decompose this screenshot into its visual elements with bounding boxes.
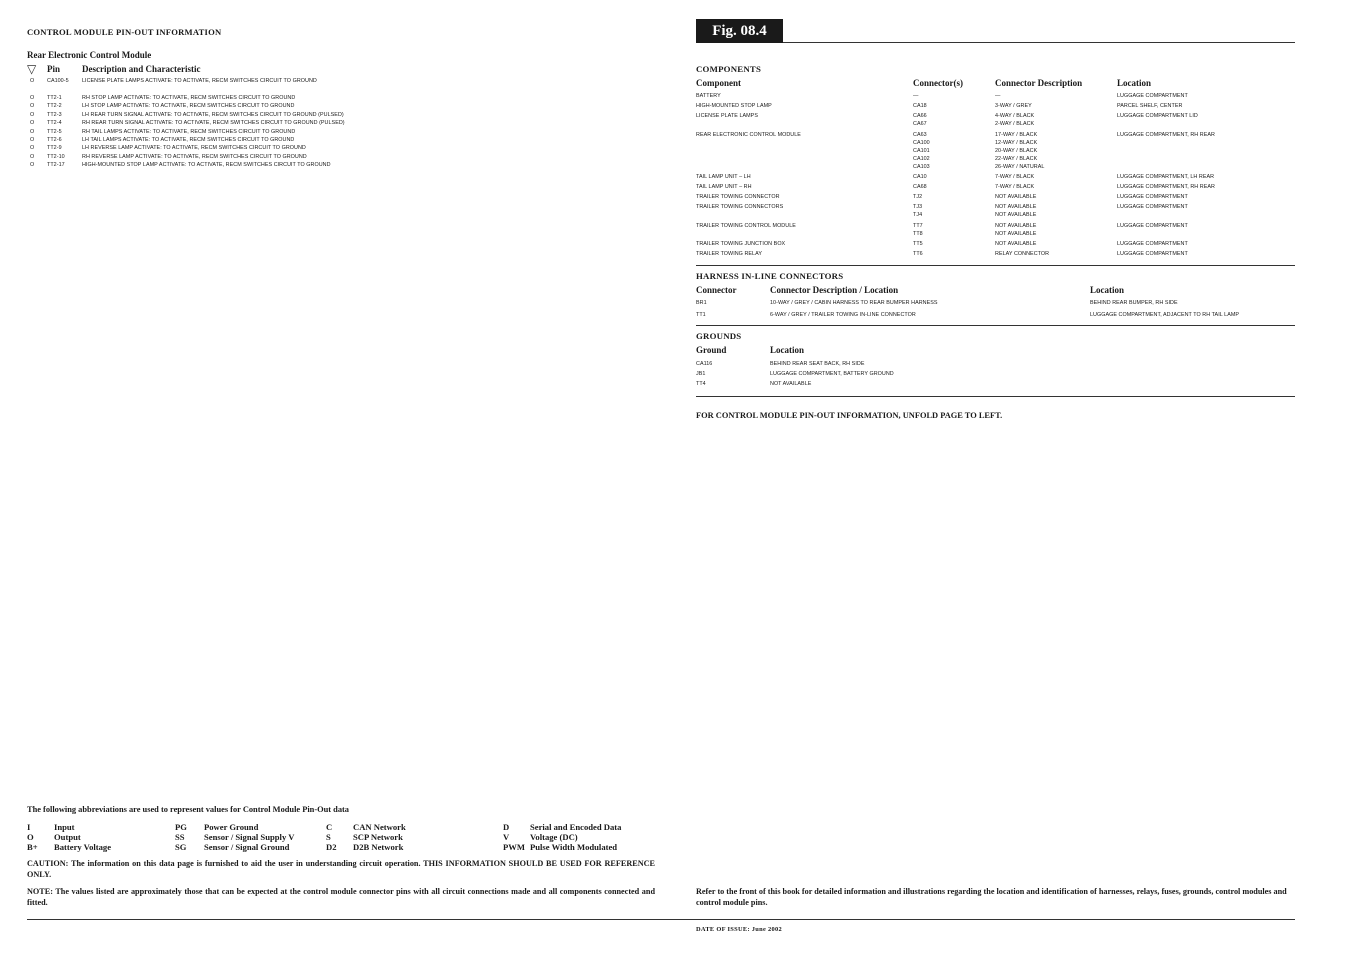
- component-location: LUGGAGE COMPARTMENT: [1117, 222, 1188, 229]
- pin-id: TT2-1: [47, 95, 62, 101]
- abbreviation-value: SCP Network: [353, 832, 403, 842]
- abbreviations-grid: [27, 822, 667, 852]
- component-location: LUGGAGE COMPARTMENT, RH REAR: [1117, 131, 1215, 138]
- abbreviation-key: PG: [175, 822, 187, 832]
- pin-description: HIGH-MOUNTED STOP LAMP ACTIVATE: TO ACTIVATE, RECM SWITCHES CIRCUIT TO GROUND: [82, 162, 331, 169]
- component-row: [696, 92, 1296, 102]
- module-title: Rear Electronic Control Module: [27, 50, 152, 60]
- component-row: [696, 250, 1296, 260]
- component-row: [696, 222, 1296, 240]
- component-connectors: TT7 TT8: [913, 222, 923, 237]
- pinout-row: [27, 161, 647, 169]
- component-description: NOT AVAILABLE NOT AVAILABLE: [995, 222, 1037, 237]
- component-description: 7-WAY / BLACK: [995, 183, 1035, 190]
- component-connectors: TT5: [913, 240, 923, 247]
- component-description: NOT AVAILABLE NOT AVAILABLE: [995, 204, 1037, 219]
- component-description: 17-WAY / BLACK 12-WAY / BLACK 20-WAY / BLACK 22-WAY / BLACK 26-WAY / NATURAL: [995, 131, 1045, 170]
- component-component: TRAILER TOWING CONNECTORS: [696, 204, 784, 211]
- component-connectors: CA10: [913, 173, 927, 180]
- caution-text: CAUTION: The information on this data page is furnished to aid the user in understanding circuit operation. THIS INFORMATION SHOULD BE USED FOR REFERENCE ONLY.: [27, 859, 655, 879]
- abbreviation-key: D: [503, 822, 510, 832]
- component-connectors: CA66 CA67: [913, 113, 927, 128]
- abbreviation-row: [27, 842, 667, 852]
- component-row: [696, 102, 1296, 112]
- component-description: 3-WAY / GREY: [995, 103, 1032, 110]
- harness-connector: BR1: [696, 300, 707, 306]
- harness-description-col-header: Connector Description / Location: [770, 285, 899, 295]
- components-table: [696, 92, 1296, 260]
- pin-description: LH REVERSE LAMP ACTIVATE: TO ACTIVATE, RECM SWITCHES CIRCUIT TO GROUND: [82, 145, 306, 152]
- pin-io: O: [30, 145, 35, 152]
- component-description: 7-WAY / BLACK: [995, 173, 1035, 180]
- pinout-row: [27, 94, 647, 102]
- pinout-row: [27, 144, 647, 152]
- ground-location: NOT AVAILABLE: [770, 381, 812, 387]
- abbreviation-value: Power Ground: [204, 822, 259, 832]
- component-row: [696, 183, 1296, 193]
- component-col-header: Component: [696, 78, 742, 88]
- figure-rule: [783, 42, 1295, 43]
- grounds-table: [696, 360, 1296, 390]
- pinout-row: [27, 111, 647, 119]
- component-component: TRAILER TOWING RELAY: [696, 250, 762, 257]
- abbreviation-value: Sensor / Signal Supply V: [204, 832, 295, 842]
- abbreviation-value: Serial and Encoded Data: [530, 822, 622, 832]
- grounds-header: [696, 345, 1296, 357]
- pin-description: LH TAIL LAMPS ACTIVATE: TO ACTIVATE, RECM SWITCHES CIRCUIT TO GROUND: [82, 136, 295, 143]
- component-component: TRAILER TOWING CONTROL MODULE: [696, 222, 796, 229]
- reference-note: Refer to the front of this book for detailed information and illustrations regarding the location and identification of harnesses, relays, fuses, grounds, control modules and control module pins.: [696, 887, 1287, 907]
- harness-table: [696, 299, 1296, 322]
- pin-description: RH STOP LAMP ACTIVATE: TO ACTIVATE, RECM SWITCHES CIRCUIT TO GROUND: [82, 95, 296, 101]
- component-connectors: TJ3 TJ4: [913, 204, 923, 219]
- section-divider: [696, 325, 1295, 326]
- figure-label: Fig. 08.4: [696, 19, 783, 43]
- bottom-divider: [27, 919, 1295, 920]
- pin-id: CA100-5: [47, 78, 69, 84]
- pin-description: LH STOP LAMP ACTIVATE: TO ACTIVATE, RECM SWITCHES CIRCUIT TO GROUND: [82, 103, 295, 110]
- component-description: NOT AVAILABLE: [995, 240, 1037, 247]
- component-location: LUGGAGE COMPARTMENT: [1117, 204, 1188, 211]
- section-divider: [696, 396, 1295, 397]
- harness-location: LUGGAGE COMPARTMENT, ADJACENT TO RH TAIL LAMP: [1090, 311, 1240, 318]
- pinout-header: [27, 64, 627, 76]
- ground-ground: JB1: [696, 371, 706, 377]
- pin-id: TT2-10: [47, 153, 65, 160]
- abbreviation-value: Voltage (DC): [530, 832, 578, 842]
- component-component: REAR ELECTRONIC CONTROL MODULE: [696, 131, 801, 138]
- harness-header: [696, 285, 1296, 297]
- component-location: LUGGAGE COMPARTMENT, RH REAR: [1117, 183, 1215, 190]
- pin-description: RH TAIL LAMPS ACTIVATE: TO ACTIVATE, RECM SWITCHES CIRCUIT TO GROUND: [82, 128, 296, 135]
- harness-location-col-header: Location: [1090, 285, 1125, 295]
- abbreviation-key: I: [27, 822, 31, 832]
- component-component: TRAILER TOWING JUNCTION BOX: [696, 240, 786, 247]
- pin-io: O: [30, 120, 35, 127]
- components-title: COMPONENTS: [696, 64, 762, 74]
- pin-id: TT2-4: [47, 120, 62, 127]
- abbreviation-key: O: [27, 832, 34, 842]
- connector-col-header: Connector: [696, 285, 737, 295]
- component-connectors: TT6: [913, 250, 923, 257]
- pin-id: TT2-3: [47, 111, 62, 118]
- abbreviations-title: The following abbreviations are used to represent values for Control Module Pin-Out data: [27, 805, 349, 814]
- component-component: HIGH-MOUNTED STOP LAMP: [696, 103, 772, 110]
- abbreviation-value: Input: [54, 822, 75, 832]
- abbreviation-key: SG: [175, 842, 187, 852]
- component-component: TAIL LAMP UNIT – LH: [696, 173, 751, 180]
- component-connectors: —: [913, 93, 919, 99]
- pin-io: O: [30, 153, 35, 160]
- harness-title: HARNESS IN-LINE CONNECTORS: [696, 271, 844, 281]
- pinout-row: [27, 136, 647, 144]
- abbreviation-key: V: [503, 832, 510, 842]
- component-row: [696, 131, 1296, 173]
- pin-id: TT2-17: [47, 162, 65, 169]
- component-location: LUGGAGE COMPARTMENT LID: [1117, 113, 1198, 120]
- abbreviation-key: C: [326, 822, 333, 832]
- abbreviation-value: D2B Network: [353, 842, 404, 852]
- abbreviation-value: Output: [54, 832, 81, 842]
- component-row: [696, 112, 1296, 130]
- component-location: LUGGAGE COMPARTMENT: [1117, 93, 1188, 99]
- harness-description: 10-WAY / GREY / CABIN HARNESS TO REAR BUMPER HARNESS: [770, 300, 938, 306]
- pin-io: O: [30, 128, 35, 135]
- ground-location: BEHIND REAR SEAT BACK, RH SIDE: [770, 361, 865, 367]
- abbreviation-key: D2: [326, 842, 337, 852]
- pin-io: O: [30, 162, 35, 169]
- pin-id: TT2-2: [47, 103, 62, 110]
- abbreviation-key: S: [326, 832, 331, 842]
- harness-row: [696, 311, 1296, 323]
- component-connectors: TJ2: [913, 194, 923, 201]
- unfold-note: FOR CONTROL MODULE PIN-OUT INFORMATION, UNFOLD PAGE TO LEFT.: [696, 411, 1003, 420]
- harness-location: BEHIND REAR BUMPER, RH SIDE: [1090, 300, 1178, 306]
- pinout-title: CONTROL MODULE PIN-OUT INFORMATION: [27, 27, 222, 37]
- component-description: RELAY CONNECTOR: [995, 250, 1050, 257]
- component-row: [696, 193, 1296, 203]
- component-row: [696, 203, 1296, 221]
- section-divider: [696, 265, 1295, 266]
- component-description: 4-WAY / BLACK 2-WAY / BLACK: [995, 113, 1035, 128]
- component-location: LUGGAGE COMPARTMENT, LH REAR: [1117, 173, 1215, 180]
- pin-description: LICENSE PLATE LAMPS ACTIVATE: TO ACTIVATE, RECM SWITCHES CIRCUIT TO GROUND: [82, 78, 317, 84]
- component-connectors: CA18: [913, 103, 927, 110]
- pin-io: O: [30, 78, 35, 84]
- component-component: LICENSE PLATE LAMPS: [696, 113, 758, 120]
- pin-io: O: [30, 136, 35, 143]
- abbreviation-key: SS: [175, 832, 185, 842]
- ground-row: [696, 380, 1296, 390]
- pinout-row: [27, 128, 647, 136]
- description-col-header: Connector Description: [995, 78, 1083, 88]
- description-header: Description and Characteristic: [82, 64, 201, 74]
- harness-description: 6-WAY / GREY / TRAILER TOWING IN-LINE CONNECTOR: [770, 311, 916, 318]
- component-component: TAIL LAMP UNIT – RH: [696, 183, 752, 190]
- component-location: LUGGAGE COMPARTMENT: [1117, 250, 1188, 257]
- pin-header: Pin: [47, 64, 61, 74]
- abbreviation-value: CAN Network: [353, 822, 406, 832]
- pin-io: O: [30, 111, 35, 118]
- note-text: NOTE: The values listed are approximately those that can be expected at the control module connector pins with all circuit connections made and all components connected and fitted.: [27, 887, 655, 907]
- component-location: LUGGAGE COMPARTMENT: [1117, 240, 1188, 247]
- pin-id: TT2-6: [47, 136, 62, 143]
- abbreviation-value: Pulse Width Modulated: [530, 842, 618, 852]
- component-description: —: [995, 93, 1001, 99]
- abbreviation-key: B+: [27, 842, 38, 852]
- harness-connector: TT1: [696, 311, 706, 318]
- component-component: BATTERY: [696, 93, 721, 99]
- component-component: TRAILER TOWING CONNECTOR: [696, 194, 780, 201]
- pinout-row: [27, 119, 647, 127]
- component-location: PARCEL SHELF, CENTER: [1117, 103, 1183, 110]
- components-header: [696, 78, 1296, 90]
- abbreviation-key: PWM: [503, 842, 525, 852]
- pin-io: O: [30, 103, 35, 110]
- pin-id: TT2-5: [47, 128, 62, 135]
- component-location: LUGGAGE COMPARTMENT: [1117, 194, 1188, 201]
- pin-description: RH REVERSE LAMP ACTIVATE: TO ACTIVATE, RECM SWITCHES CIRCUIT TO GROUND: [82, 153, 307, 160]
- abbreviation-row: [27, 832, 667, 842]
- abbreviation-value: Battery Voltage: [54, 842, 112, 852]
- ground-ground: TT4: [696, 381, 706, 387]
- grounds-title: GROUNDS: [696, 331, 742, 341]
- pin-description: RH REAR TURN SIGNAL ACTIVATE: TO ACTIVATE, RECM SWITCHES CIRCUIT TO GROUND (PULSED): [82, 120, 345, 127]
- abbreviation-row: [27, 822, 667, 832]
- pinout-row: [27, 153, 647, 161]
- pin-id: TT2-9: [47, 145, 62, 152]
- component-row: [696, 173, 1296, 183]
- component-row: [696, 240, 1296, 250]
- pinout-row: [27, 77, 647, 94]
- ground-row: [696, 370, 1296, 380]
- component-connectors: CA63 CA100 CA101 CA102 CA103: [913, 131, 930, 170]
- pinout-row: [27, 102, 647, 110]
- connectors-col-header: Connector(s): [913, 78, 963, 88]
- ground-ground: CA116: [696, 361, 713, 367]
- triangle-icon: ▽: [27, 62, 37, 76]
- ground-row: [696, 360, 1296, 370]
- abbreviation-value: Sensor / Signal Ground: [204, 842, 290, 852]
- pin-description: LH REAR TURN SIGNAL ACTIVATE: TO ACTIVATE, RECM SWITCHES CIRCUIT TO GROUND (PULSED): [82, 111, 344, 118]
- component-connectors: CA68: [913, 183, 927, 190]
- date-of-issue: DATE OF ISSUE: June 2002: [696, 926, 783, 933]
- pinout-list: [27, 77, 647, 170]
- ground-location-col-header: Location: [770, 345, 805, 355]
- location-col-header: Location: [1117, 78, 1152, 88]
- ground-location: LUGGAGE COMPARTMENT, BATTERY GROUND: [770, 371, 894, 377]
- pin-io: O: [30, 95, 35, 101]
- component-description: NOT AVAILABLE: [995, 194, 1037, 201]
- ground-col-header: Ground: [696, 345, 727, 355]
- harness-row: [696, 299, 1296, 311]
